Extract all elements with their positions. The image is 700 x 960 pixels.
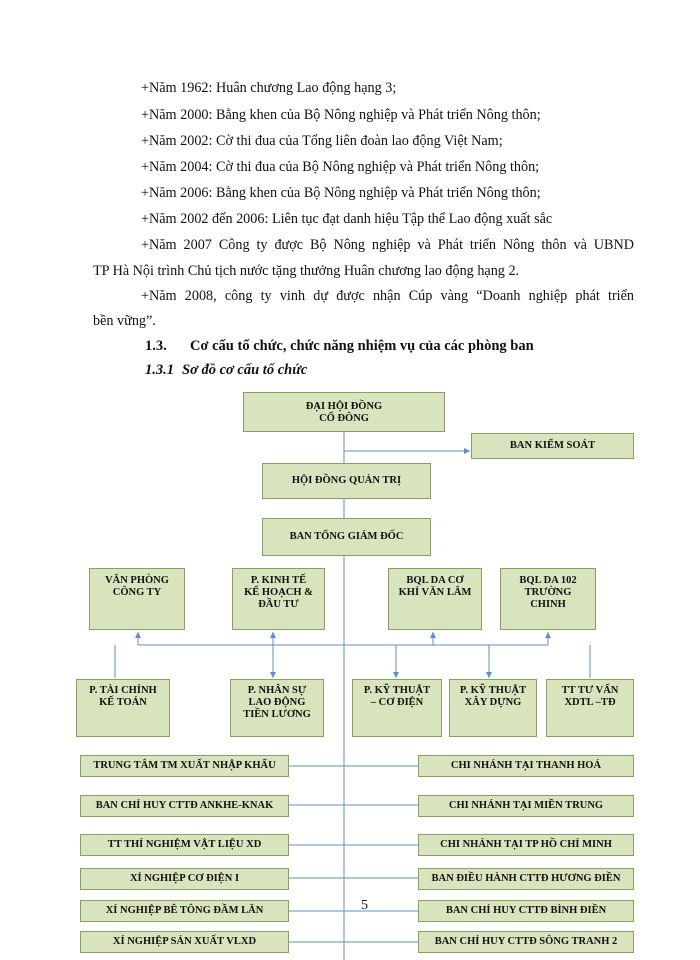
box-bql-da-102-truong-chinh: BQL DA 102 TRƯỜNG CHINH	[500, 568, 596, 630]
section-number: 1.3.	[145, 338, 167, 354]
award-2004: +Năm 2004: Cờ thi đua của Bộ Nông nghiệp và Phát triển Nông thôn;	[141, 159, 540, 175]
award-2008-line2: bền vững”.	[93, 313, 156, 329]
unit-right-2: CHI NHÁNH TẠI MIỀN TRUNG	[418, 795, 634, 817]
box-ky-thuat-co-dien: P. KỸ THUẬT – CƠ ĐIỆN	[352, 679, 442, 737]
award-2000: +Năm 2000: Bằng khen của Bộ Nông nghiệp và Phát triển Nông thôn;	[141, 107, 541, 123]
subsection-number: 1.3.1	[145, 362, 174, 378]
box-kinh-te-ke-hoach: P. KINH TẾ KẾ HOẠCH & ĐẦU TƯ	[232, 568, 325, 630]
unit-right-4: BAN ĐIỀU HÀNH CTTĐ HƯƠNG ĐIỀN	[418, 868, 634, 890]
box-ky-thuat-xay-dung: P. KỸ THUẬT XÂY DỰNG	[449, 679, 537, 737]
award-1962: +Năm 1962: Huân chương Lao động hạng 3;	[141, 80, 397, 96]
award-2006: +Năm 2006: Bằng khen của Bộ Nông nghiệp và Phát triển Nông thôn;	[141, 185, 541, 201]
box-van-phong-cong-ty: VĂN PHÒNG CÔNG TY	[89, 568, 185, 630]
unit-left-5: XÍ NGHIỆP BÊ TÔNG ĐẦM LĂN	[80, 900, 289, 922]
unit-left-2: BAN CHỈ HUY CTTĐ ANKHE-KNAK	[80, 795, 289, 817]
unit-right-6: BAN CHỈ HUY CTTĐ SÔNG TRANH 2	[418, 931, 634, 953]
unit-right-3: CHI NHÁNH TẠI TP HỒ CHÍ MINH	[418, 834, 634, 856]
award-2002: +Năm 2002: Cờ thi đua của Tổng liên đoàn lao động Việt Nam;	[141, 133, 503, 149]
box-tai-chinh-ke-toan: P. TÀI CHÍNH KẾ TOÁN	[76, 679, 170, 737]
unit-left-4: XÍ NGHIỆP CƠ ĐIỆN I	[80, 868, 289, 890]
box-ban-tong-giam-doc: BAN TỔNG GIÁM ĐỐC	[262, 518, 431, 556]
award-2007-line1: +Năm 2007 Công ty được Bộ Nông nghiệp và Phát triển Nông thôn và UBND	[141, 237, 634, 253]
page-number: 5	[361, 898, 368, 913]
section-title: Cơ cấu tổ chức, chức năng nhiệm vụ của các phòng ban	[190, 338, 534, 354]
box-tt-tu-van: TT TƯ VẤN XDTL –TĐ	[546, 679, 634, 737]
subsection-title: Sơ đồ cơ cấu tổ chức	[182, 362, 308, 378]
box-bql-da-co-khi-van-lam: BQL DA CƠ KHÍ VĂN LÂM	[388, 568, 482, 630]
award-2007-line2: TP Hà Nội trình Chủ tịch nước tặng thưởng Huân chương lao động hạng 2.	[93, 263, 520, 279]
unit-left-3: TT THÍ NGHIỆM VẬT LIỆU XD	[80, 834, 289, 856]
box-dai-hoi-dong-co-dong: ĐẠI HỘI ĐỒNG CỔ ĐÔNG	[243, 392, 445, 432]
unit-left-1: TRUNG TÂM TM XUẤT NHẬP KHẨU	[80, 755, 289, 777]
box-nhan-su-lao-dong: P. NHÂN SỰ LAO ĐỘNG TIỀN LƯƠNG	[230, 679, 324, 737]
award-2002-2006: +Năm 2002 đến 2006: Liên tục đạt danh hiệu Tập thể Lao động xuất sắc	[141, 211, 553, 227]
unit-right-1: CHI NHÁNH TẠI THANH HOÁ	[418, 755, 634, 777]
unit-right-5: BAN CHỈ HUY CTTĐ BÌNH ĐIỀN	[418, 900, 634, 922]
unit-left-6: XÍ NGHIỆP SẢN XUẤT VLXD	[80, 931, 289, 953]
box-ban-kiem-soat: BAN KIỂM SOÁT	[471, 433, 634, 459]
box-hoi-dong-quan-tri: HỘI ĐỒNG QUẢN TRỊ	[262, 463, 431, 499]
award-2008-line1: +Năm 2008, công ty vinh dự được nhận Cúp vàng “Doanh nghiệp phát triển	[141, 288, 634, 304]
